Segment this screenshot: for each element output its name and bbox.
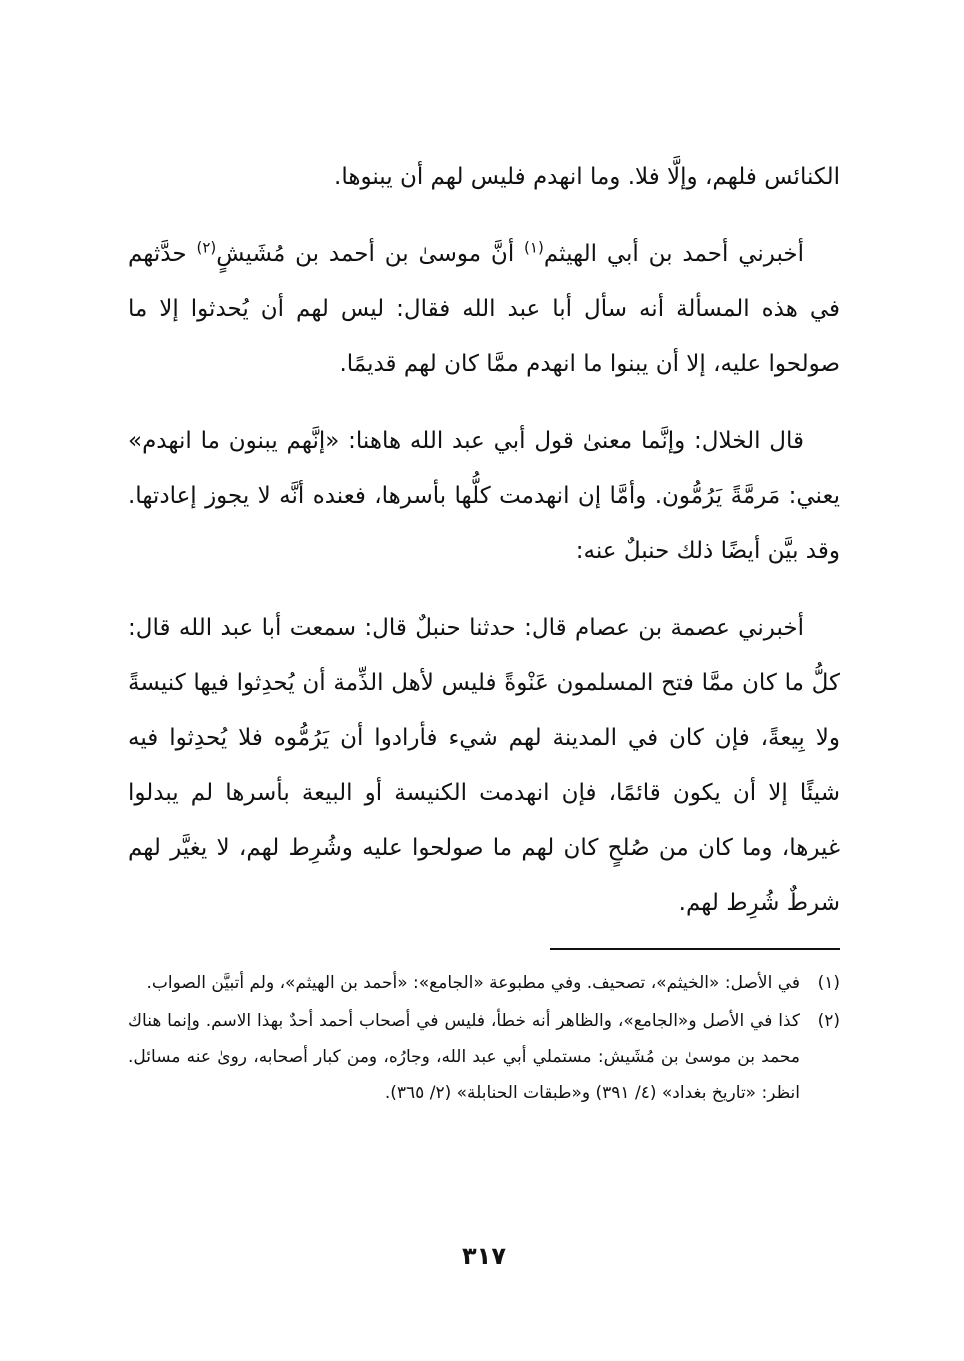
paragraph-4: أخبرني عصمة بن عصام قال: حدثنا حنبلٌ قال: سمعت أبا عبد الله قال: كلُّ ما كان ممَّا فتح المسلمون عَنْوةً فليس لأهل الذِّمة أن يُحدِثوا فيها كنيسةً ولا بِيعةً، فإن كان في المدينة لهم شيء فأرادوا أن يَرُمُّوه فلا يُحدِثوا فيه شيئًا إلا أن يكون قائمًا، فإن انهدمت الكنيسة أو البيعة بأسرها لم يبدلوا غيرها، وما كان من صُلحٍ كان لهم ما صولحوا عليه وشُرِط لهم، لا يغيَّر لهم شرطٌ شُرِط لهم.: [128, 615, 840, 916]
body-text: [128, 150, 840, 931]
paragraph-2: [128, 227, 840, 392]
paragraph-2-part-2: أنَّ موسىٰ بن أحمد بن مُشَيشٍ: [216, 241, 525, 267]
footnote-text: في الأصل: «الخيثم»، تصحيف. وفي مطبوعة «الجامع»: «أحمد بن الهيثم»، ولم أتبيَّن الصواب.: [146, 973, 800, 993]
footnote-separator: [550, 948, 840, 950]
footnote-1: [128, 965, 840, 1001]
paragraph-2-part-3: حدَّثهم في هذه المسألة أنه سأل أبا عبد الله فقال: ليس لهم أن يُحدثوا إلا ما صولحوا عليه، إلا أن يبنوا ما انهدم ممَّا كان لهم قديمًا.: [128, 241, 840, 377]
footnote-number: (٢): [817, 1011, 840, 1031]
footnote-2: [128, 1003, 840, 1111]
paragraph-3: قال الخلال: وإنَّما معنىٰ قول أبي عبد الله هاهنا: «إنَّهم يبنون ما انهدم» يعني: مَرمَّةً يَرُمُّون. وأمَّا إن انهدمت كلُّها بأسرها، فعنده أنَّه لا يجوز إعادتها. وقد بيَّن أيضًا ذلك حنبلٌ عنه:: [128, 428, 840, 564]
page-number: ٣١٧: [462, 1242, 506, 1270]
footnote-ref-2: (٢): [196, 238, 217, 257]
footnote-text: كذا في الأصل و«الجامع»، والظاهر أنه خطأ، فليس في أصحاب أحمد أحدٌ بهذا الاسم. وإنما هناك محمد بن موسىٰ بن مُشَيش: مستملي أبي عبد الله، وجارُه، ومن كبار أصحابه، روىٰ عنه مسائل. انظر: «تاريخ بغداد» (٤/ ٣٩١) و«طبقات الحنابلة» (٢/ ٣٦٥).: [128, 1011, 800, 1103]
paragraph-1: الكنائس فلهم، وإلَّا فلا. وما انهدم فليس لهم أن يبنوها.: [334, 164, 840, 190]
footnotes: [128, 965, 840, 1113]
footnote-ref-1: (١): [524, 238, 544, 257]
footnote-number: (١): [817, 973, 840, 993]
paragraph-2-part-1: أخبرني أحمد بن أبي الهيثم: [543, 241, 804, 267]
book-page: [128, 150, 840, 1280]
